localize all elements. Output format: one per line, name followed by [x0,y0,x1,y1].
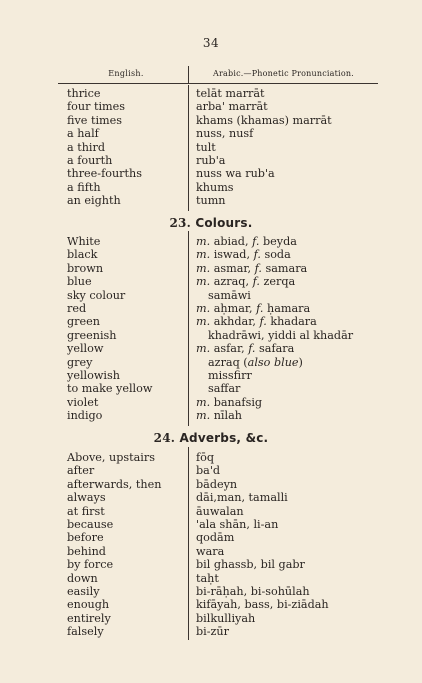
entry-row [0,598,422,611]
arabic-term: arba' marrāt [196,100,268,114]
english-term: a half [67,127,99,141]
english-term: a fourth [67,153,113,167]
arabic-term: 'ala shān, li-an [196,517,279,531]
entry-row [0,329,422,342]
entry-row [0,167,422,180]
arabic-term: m. asfar, f. safara [196,342,295,356]
colours-list [0,235,422,422]
arabic-term: m. abiad, f. beyda [196,235,297,248]
entry-row [0,154,422,167]
arabic-term: khadrāwi, yiddi al khadār [208,328,354,342]
english-term: indigo [67,409,103,423]
entry-row [0,127,422,140]
english-term: always [67,491,106,505]
header-rule [58,83,378,84]
entry-row [0,141,422,154]
section-title: Adverbs, &c. [179,431,269,445]
arabic-term: rub'a [196,153,226,167]
english-term: Above, upstairs [67,451,155,464]
entry-row [0,262,422,275]
entry-list [0,87,422,208]
arabic-term: tumn [196,194,226,208]
arabic-term: ba'd [196,464,221,478]
english-term: blue [67,275,92,289]
english-term: a third [67,140,106,154]
entry-row [0,194,422,207]
english-term: greenish [67,328,117,342]
arabic-term: m. azraq, f. zerqa [196,275,296,289]
entry-row [0,585,422,598]
english-term: before [67,531,104,545]
entry-row [0,451,422,464]
arabic-term: bi-rāḥah, bi-sohūlah [196,584,310,598]
column-header-arabic: Arabic.—Phonetic Pronunciation. [213,69,354,78]
arabic-term: bādeyn [196,477,238,491]
entry-row [0,505,422,518]
english-term: five times [67,113,123,127]
arabic-term: kifāyah, bass, bi-ziādah [196,598,329,612]
arabic-term: azraq (also blue) [208,355,303,369]
arabic-term: wara [196,544,225,558]
arabic-term: missfirr [208,368,252,382]
arabic-term: āuwalan [196,504,244,518]
arabic-term: telāt marrāt [196,87,265,100]
arabic-term: bi-zūr [196,625,229,639]
entry-row [0,396,422,409]
english-term: entirely [67,611,111,625]
entry-row [0,289,422,302]
entry-row [0,181,422,194]
english-term: violet [67,395,99,409]
arabic-term: m. asmar, f. samara [196,261,308,275]
entry-row [0,87,422,100]
english-term: easily [67,584,100,598]
page-number: 34 [202,36,220,50]
arabic-term: dāi,man, tamalli [196,491,288,505]
arabic-term: khams (khamas) marrāt [196,113,332,127]
entry-row [0,342,422,355]
english-term: grey [67,355,93,369]
english-term: three-fourths [67,167,142,181]
english-term: an eighth [67,194,121,208]
arabic-term: m. banafsig [196,395,263,409]
arabic-term: khums [196,180,234,194]
english-term: falsely [67,625,104,639]
entry-row [0,491,422,504]
entry-row [0,302,422,315]
section-number: 24. [153,431,176,445]
entry-row [0,369,422,382]
entry-row [0,518,422,531]
english-term: yellowish [67,368,120,382]
entry-row [0,248,422,261]
english-term: at first [67,504,105,518]
english-term: green [67,315,100,329]
arabic-term: taḥt [196,571,219,585]
arabic-term: m. iswad, f. soda [196,248,291,262]
section-number: 23. [169,216,191,230]
entry-row [0,464,422,477]
entry-row [0,235,422,248]
column-divider [188,66,189,83]
arabic-term: m. nīlah [196,409,242,423]
entry-row [0,478,422,491]
english-term: black [67,248,98,262]
entry-row [0,275,422,288]
english-term: White [67,235,101,248]
english-term: four times [67,100,126,114]
entry-row [0,356,422,369]
adverbs-list [0,451,422,638]
arabic-term: bilkulliyah [196,611,256,625]
english-term: a fifth [67,180,101,194]
entry-row [0,114,422,127]
arabic-term: saffar [208,382,241,396]
english-term: yellow [67,342,104,356]
section-heading-colours [0,216,422,230]
english-term: enough [67,598,110,612]
english-term: thrice [67,87,101,100]
arabic-term: m. aḥmar, f. ḥamara [196,301,311,315]
entry-row [0,382,422,395]
arabic-term: tult [196,140,216,154]
arabic-term: samāwi [208,288,251,302]
english-term: down [67,571,98,585]
english-term: afterwards, then [67,477,162,491]
english-term: brown [67,261,104,275]
entry-row [0,625,422,638]
arabic-term: qodām [196,531,235,545]
entry-row [0,409,422,422]
english-term: behind [67,544,106,558]
english-term: sky colour [67,288,126,302]
entry-row [0,100,422,113]
entry-row [0,612,422,625]
entry-row [0,558,422,571]
entry-row [0,531,422,544]
english-term: by force [67,558,114,572]
column-header-english: English. [108,69,144,78]
entry-row [0,545,422,558]
arabic-term: fōq [196,451,215,464]
section-heading-adverbs [0,431,422,445]
section-title: Colours. [195,216,253,230]
arabic-term: bil ghassb, bil gabr [196,558,305,572]
entry-row [0,315,422,328]
arabic-term: m. akhdar, f. khadara [196,315,317,329]
english-term: to make yellow [67,382,153,396]
english-term: because [67,517,114,531]
entry-row [0,572,422,585]
english-term: red [67,301,87,315]
arabic-term: nuss wa rub'a [196,167,275,181]
arabic-term: nuss, nusf [196,127,254,141]
english-term: after [67,464,95,478]
